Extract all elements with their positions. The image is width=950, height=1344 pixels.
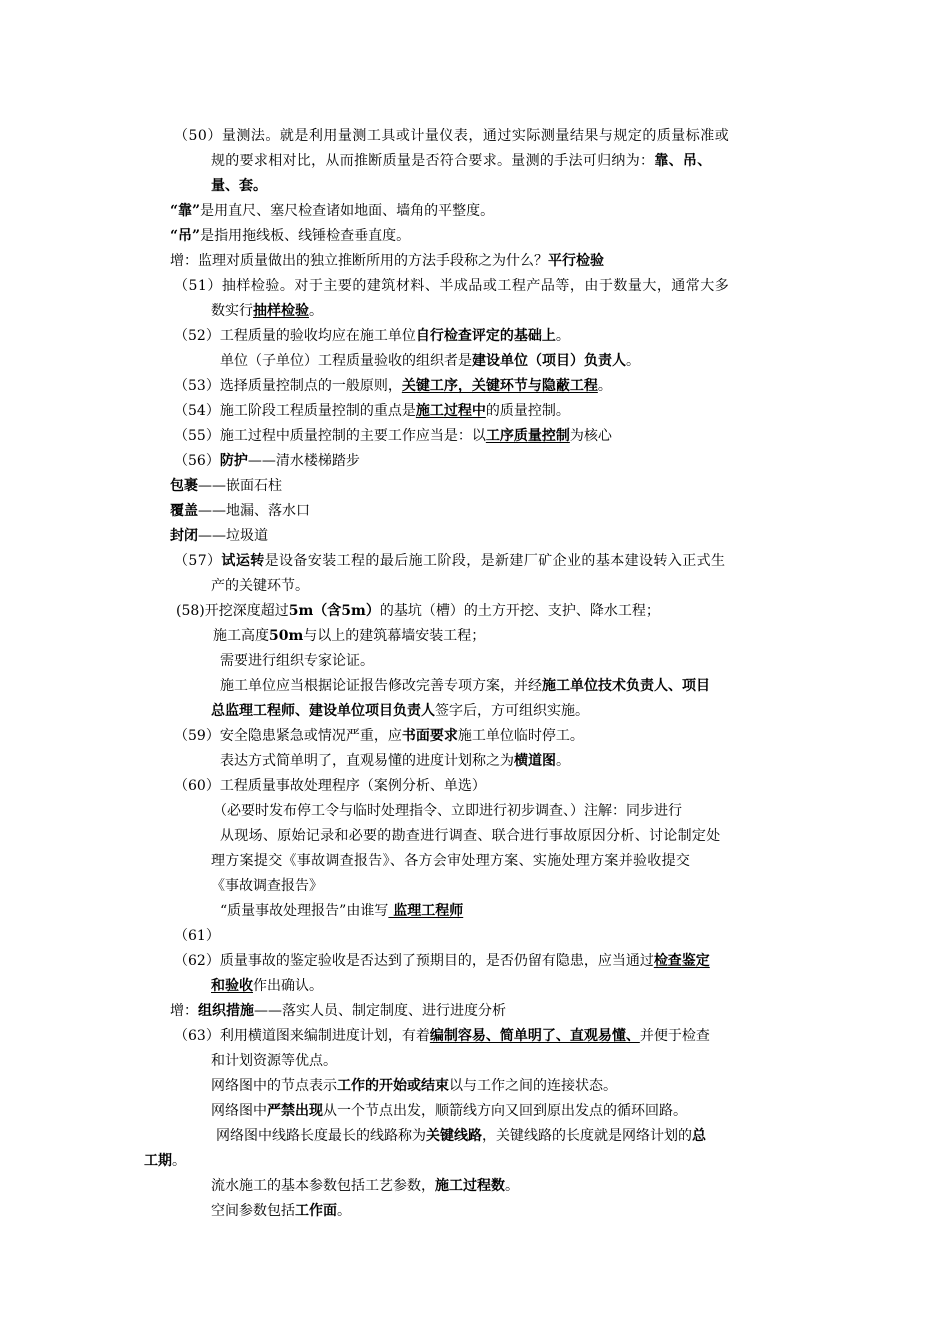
text-span: 从一个节点出发，顺箭线方向又回到原出发点的循环回路。 bbox=[323, 1103, 687, 1119]
text-span: 网络图中 bbox=[211, 1103, 267, 1119]
text-line bbox=[220, 651, 374, 671]
bold-text: 工作的开始或结束 bbox=[337, 1078, 449, 1094]
bold-text: 组织措施 bbox=[198, 1003, 254, 1019]
text-span: ——垃圾道 bbox=[198, 528, 268, 544]
bold-text: 覆盖 bbox=[170, 503, 198, 519]
text-span: 为核心 bbox=[569, 428, 612, 444]
bold-text: 施工单位技术负责人、项目 bbox=[542, 678, 710, 694]
text-line bbox=[174, 326, 570, 346]
text-span: (58)开挖深度超过 bbox=[176, 603, 289, 619]
text-span: 的基坑（槽）的土方开挖、支护、降水工程； bbox=[379, 603, 660, 619]
text-span: 增：监理对质量做出的独立推断所用的方法手段称之为什么？ bbox=[170, 253, 548, 269]
text-line bbox=[220, 826, 721, 846]
text-span: ——落实人员、制定制度、进行进度分析 bbox=[254, 1003, 506, 1019]
bold-text: 封闭 bbox=[170, 528, 198, 544]
bold-underlined-text: 监理工程师 bbox=[388, 903, 464, 919]
text-line bbox=[220, 351, 640, 371]
text-line bbox=[144, 1151, 186, 1171]
text-span: 施工单位应当根据论证报告修改完善专项方案，并经 bbox=[220, 678, 542, 694]
text-line bbox=[170, 476, 282, 496]
text-span: （63）利用横道图来编制进度计划，有着 bbox=[174, 1028, 430, 1044]
text-span: （55）施工过程中质量控制的主要工作应当是：以 bbox=[174, 428, 486, 444]
text-span: （60）工程质量事故处理程序（案例分析、单选） bbox=[174, 778, 486, 794]
text-span: （50）量测法。就是利用量测工具或计量仪表，通过实际测量结果与规定的质量标准或 bbox=[174, 128, 730, 144]
bold-underlined-text: 施工过程中 bbox=[415, 403, 486, 419]
text-span: 。 bbox=[597, 378, 612, 394]
text-line bbox=[174, 451, 360, 471]
text-span: 空间参数包括 bbox=[211, 1203, 295, 1219]
text-span: 。 bbox=[172, 1153, 186, 1169]
text-span: 。 bbox=[626, 353, 640, 369]
bold-text: “吊” bbox=[170, 228, 201, 244]
text-span: 施工高度 bbox=[213, 628, 269, 644]
text-line bbox=[174, 376, 612, 396]
text-span: （57） bbox=[174, 553, 222, 569]
text-span: 增： bbox=[170, 1003, 198, 1019]
text-line bbox=[170, 226, 410, 246]
text-span: （54）施工阶段工程质量控制的重点是 bbox=[174, 403, 416, 419]
text-span: ——地漏、落水口 bbox=[198, 503, 310, 519]
text-line bbox=[174, 951, 710, 971]
text-line bbox=[174, 1026, 710, 1046]
text-span: 签字后，方可组织实施。 bbox=[435, 703, 589, 719]
bold-text: 横道图 bbox=[514, 753, 556, 769]
text-span: 规的要求相对比，从而推断质量是否符合要求。量测的手法可归纳为： bbox=[211, 153, 655, 169]
text-line bbox=[170, 201, 494, 221]
text-span: （62）质量事故的鉴定验收是否达到了预期目的，是否仍留有隐患，应当通过 bbox=[174, 953, 654, 969]
text-line bbox=[211, 176, 267, 196]
text-line bbox=[170, 501, 310, 521]
text-span: 。 bbox=[337, 1203, 351, 1219]
text-span: 理方案提交《事故调查报告》、各方会审处理方案、实施处理方案并验收提交 bbox=[211, 853, 691, 869]
text-span: 是指用拖线板、线锤检查垂直度。 bbox=[200, 228, 411, 244]
text-line bbox=[220, 751, 570, 771]
text-span: 。 bbox=[556, 753, 570, 769]
text-span: 单位（子单位）工程质量验收的组织者是 bbox=[220, 353, 472, 369]
text-line bbox=[174, 551, 725, 571]
text-line bbox=[220, 676, 710, 696]
text-span: 《事故调查报告》 bbox=[211, 878, 323, 894]
text-span: （52）工程质量的验收均应在施工单位 bbox=[174, 328, 416, 344]
bold-underlined-text: 检查鉴定 bbox=[653, 953, 710, 969]
bold-text: 5m（含5m） bbox=[288, 603, 380, 619]
text-line bbox=[211, 151, 712, 171]
text-span: （必要时发布停工令与临时处理指令、立即进行初步调查、）注解：同步进行 bbox=[213, 803, 682, 819]
text-span: ——清水楼梯踏步 bbox=[247, 453, 360, 469]
bold-text: 量、套。 bbox=[211, 178, 267, 194]
bold-underlined-text: 关键工序，关键环节与隐蔽工程 bbox=[401, 378, 598, 394]
text-line bbox=[211, 851, 690, 871]
bold-text: 总 bbox=[692, 1128, 706, 1144]
text-span: 是用直尺、塞尺检查诸如地面、墙角的平整度。 bbox=[200, 203, 495, 219]
bold-text: 靠、吊、 bbox=[654, 153, 712, 169]
bold-text: 严禁出现 bbox=[267, 1103, 323, 1119]
text-span: 与以上的建筑幕墙安装工程； bbox=[303, 628, 486, 644]
text-line bbox=[174, 726, 584, 746]
bold-text: 总监理工程师、建设单位项目负责人 bbox=[211, 703, 435, 719]
text-span: 产的关键环节。 bbox=[211, 578, 309, 594]
bold-underlined-text: 抽样检验 bbox=[253, 303, 309, 319]
text-span: （56） bbox=[174, 453, 220, 469]
text-span: 的质量控制。 bbox=[485, 403, 570, 419]
bold-text: 自行检查评定的基础上 bbox=[415, 328, 556, 344]
text-line bbox=[211, 1176, 519, 1196]
bold-text: 防护 bbox=[219, 453, 248, 469]
text-line bbox=[220, 901, 463, 921]
bold-text: 关键线路 bbox=[426, 1128, 482, 1144]
text-span: （59）安全隐患紧急或情况严重，应 bbox=[174, 728, 402, 744]
bold-text: 平行检验 bbox=[548, 253, 604, 269]
text-span: 表达方式简单明了，直观易懂的进度计划称之为 bbox=[220, 753, 514, 769]
text-span: 和计划资源等优点。 bbox=[211, 1053, 337, 1069]
bold-text: 建设单位（项目）负责人 bbox=[472, 353, 626, 369]
bold-underlined-text: 编制容易、简单明了、直观易懂、 bbox=[429, 1028, 640, 1044]
text-line bbox=[174, 426, 612, 446]
text-line bbox=[211, 301, 323, 321]
bold-text: 工期 bbox=[144, 1153, 172, 1169]
text-span: 。 bbox=[555, 328, 570, 344]
text-line bbox=[211, 1076, 617, 1096]
bold-underlined-text: 和验收 bbox=[211, 978, 253, 994]
text-line bbox=[211, 1051, 337, 1071]
bold-underlined-text: 工序质量控制 bbox=[485, 428, 570, 444]
text-span: 网络图中的节点表示 bbox=[211, 1078, 337, 1094]
bold-text: 施工过程数 bbox=[435, 1178, 505, 1194]
text-line bbox=[211, 976, 323, 996]
bold-text: “靠” bbox=[170, 203, 201, 219]
text-span: （51）抽样检验。对于主要的建筑材料、半成品或工程产品等，由于数量大，通常大多 bbox=[174, 278, 730, 294]
text-span: ——嵌面石柱 bbox=[198, 478, 282, 494]
text-line bbox=[211, 576, 309, 596]
text-span: （53）选择质量控制点的一般原则， bbox=[174, 378, 402, 394]
text-line bbox=[170, 251, 604, 271]
text-span: 施工单位临时停工。 bbox=[457, 728, 584, 744]
text-span: 数实行 bbox=[211, 303, 253, 319]
bold-text: 书面要求 bbox=[401, 728, 458, 744]
text-line bbox=[174, 126, 729, 146]
text-span: （61） bbox=[174, 928, 220, 944]
text-line bbox=[174, 401, 570, 421]
text-span: 以与工作之间的连接状态。 bbox=[449, 1078, 617, 1094]
bold-text: 试运转 bbox=[221, 553, 265, 569]
bold-text: 包裹 bbox=[170, 478, 198, 494]
text-span: 流水施工的基本参数包括工艺参数， bbox=[211, 1178, 435, 1194]
text-line bbox=[211, 1201, 351, 1221]
text-span: 并便于检查 bbox=[639, 1028, 710, 1044]
text-span: 。 bbox=[505, 1178, 519, 1194]
bold-text: 50m bbox=[269, 628, 304, 644]
text-span: 。 bbox=[309, 303, 323, 319]
text-line bbox=[170, 526, 268, 546]
text-line bbox=[176, 601, 660, 621]
text-line bbox=[213, 801, 682, 821]
text-line bbox=[174, 776, 486, 796]
text-span: 是设备安装工程的最后施工阶段，是新建厂矿企业的基本建设转入正式生 bbox=[264, 553, 726, 569]
text-line bbox=[170, 1001, 506, 1021]
text-line bbox=[174, 926, 220, 946]
text-span: ，关键线路的长度就是网络计划的 bbox=[482, 1128, 692, 1144]
bold-text: 工作面 bbox=[295, 1203, 337, 1219]
text-span: “质量事故处理报告”由谁写 bbox=[220, 903, 389, 919]
text-span: 作出确认。 bbox=[253, 978, 323, 994]
text-line bbox=[216, 1126, 706, 1146]
text-span: 需要进行组织专家论证。 bbox=[220, 653, 374, 669]
text-line bbox=[211, 701, 589, 721]
text-line bbox=[213, 626, 485, 646]
text-span: 网络图中线路长度最长的线路称为 bbox=[216, 1128, 426, 1144]
text-span: 从现场、原始记录和必要的勘查进行调查、联合进行事故原因分析、讨论制定处 bbox=[220, 828, 721, 844]
text-line bbox=[174, 276, 729, 296]
text-line bbox=[211, 1101, 687, 1121]
text-line bbox=[211, 876, 323, 896]
